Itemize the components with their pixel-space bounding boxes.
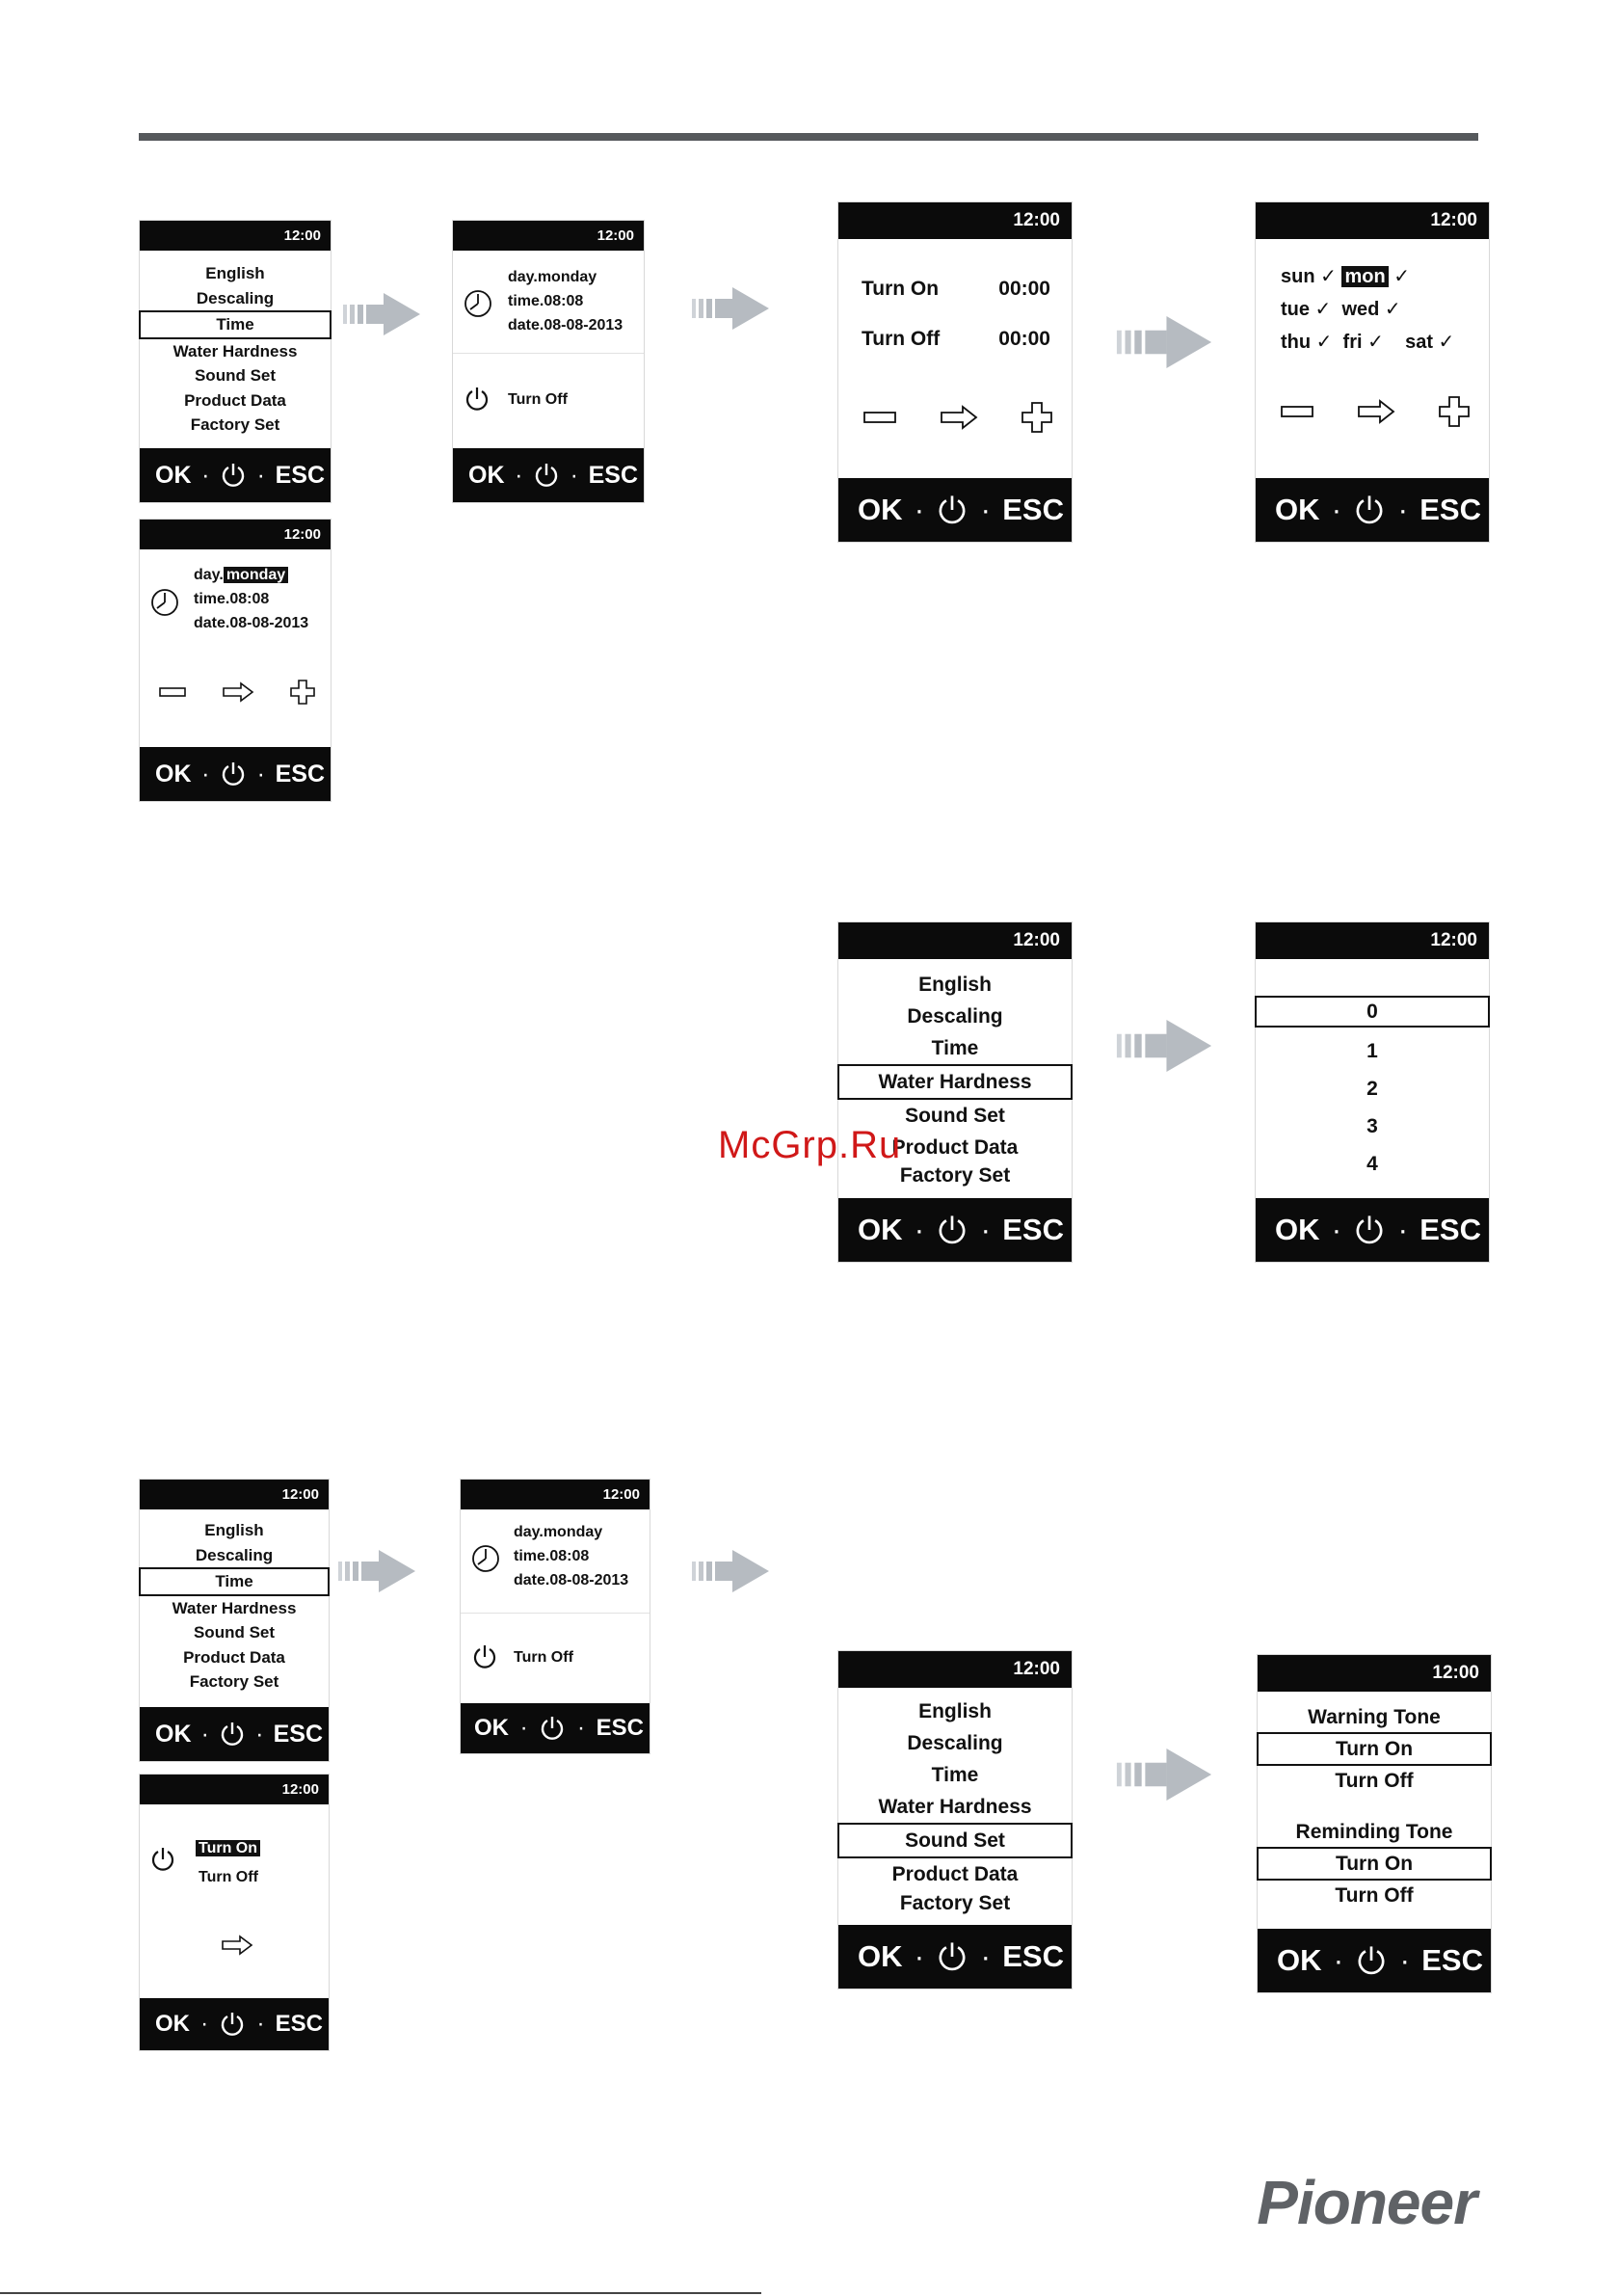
minus-icon[interactable] <box>1281 405 1313 418</box>
menu-item[interactable]: Product Data <box>891 1136 1019 1159</box>
ok-button[interactable]: OK <box>155 1720 192 1748</box>
menu-item[interactable]: Product Data <box>183 1647 285 1667</box>
menu-item[interactable]: Product Data <box>891 1863 1019 1885</box>
plus-icon[interactable] <box>1021 402 1052 433</box>
screen-day-edit <box>139 519 332 802</box>
arrow-icon <box>1114 1749 1214 1801</box>
power-icon[interactable] <box>539 1715 566 1742</box>
hardness-level[interactable]: 1 <box>1366 1040 1378 1062</box>
time-value: time.08:08 <box>194 590 270 607</box>
menu-item[interactable]: Factory Set <box>190 415 280 434</box>
button-bar: OK · · ESC <box>838 1198 1072 1262</box>
screen-turn-on-off <box>139 1774 330 2051</box>
warning-tone-off[interactable]: Turn Off <box>1335 1770 1414 1792</box>
arrow-icon <box>1114 1020 1214 1072</box>
esc-button[interactable]: ESC <box>1421 1943 1483 1977</box>
clock-label: 12:00 <box>461 1480 650 1509</box>
clock-label: 12:00 <box>1256 202 1489 239</box>
ok-button[interactable]: OK <box>1275 493 1320 526</box>
warning-tone-heading: Warning Tone <box>1308 1706 1441 1728</box>
menu-item[interactable]: Factory Set <box>899 1892 1011 1914</box>
clock-label: 12:00 <box>140 221 331 251</box>
button-bar: OK · · ESC <box>140 747 331 801</box>
clock-label: 12:00 <box>140 1775 329 1804</box>
arrow-icon <box>690 287 771 330</box>
ok-button[interactable]: OK <box>468 461 505 489</box>
time-value: time.08:08 <box>514 1547 590 1564</box>
esc-button[interactable]: ESC <box>588 461 638 489</box>
clock-icon <box>149 587 180 618</box>
menu-item[interactable]: English <box>205 264 265 282</box>
next-arrow-icon[interactable] <box>221 1935 253 1956</box>
esc-button[interactable]: ESC <box>596 1715 644 1741</box>
clock-label: 12:00 <box>838 202 1072 239</box>
arrow-icon <box>690 1550 771 1592</box>
weekday[interactable]: fri <box>1342 332 1363 353</box>
screen-schedule <box>837 201 1073 543</box>
menu-item[interactable]: Water Hardness <box>878 1796 1032 1818</box>
ok-button[interactable]: OK <box>474 1715 509 1741</box>
day-edit-row: day. monday <box>194 564 308 588</box>
esc-button[interactable]: ESC <box>1002 493 1064 526</box>
menu-item[interactable]: Sound Set <box>193 1623 276 1642</box>
screen-sound-options <box>1257 1654 1492 1993</box>
clock-label: 12:00 <box>140 520 331 549</box>
hardness-level[interactable]: 2 <box>1366 1078 1378 1100</box>
clock-label: 12:00 <box>1256 922 1489 959</box>
weekday[interactable]: sun <box>1281 266 1315 287</box>
reminding-tone-heading: Reminding Tone <box>1295 1821 1453 1843</box>
hardness-list <box>1256 996 1489 1183</box>
menu-item-selected[interactable]: Time <box>139 1567 330 1596</box>
minus-icon[interactable] <box>863 411 896 424</box>
menu-item[interactable]: Descaling <box>907 1732 1003 1754</box>
button-bar: OK · · ESC <box>461 1703 650 1753</box>
next-arrow-icon[interactable] <box>222 681 254 703</box>
screen-menu-time <box>139 220 332 503</box>
ok-button[interactable]: OK <box>858 1213 903 1246</box>
weekday[interactable]: thu <box>1281 332 1312 353</box>
clock-label: 12:00 <box>1258 1655 1491 1692</box>
arrow-icon <box>1114 316 1214 368</box>
menu-item[interactable]: Sound Set <box>194 366 277 385</box>
power-icon[interactable] <box>936 494 968 526</box>
turn-off-option[interactable]: Turn Off <box>199 1869 258 1885</box>
arrow-icon <box>341 293 422 335</box>
hardness-level[interactable]: 4 <box>1366 1153 1378 1175</box>
esc-button[interactable]: ESC <box>1419 1213 1481 1246</box>
reminding-tone-on-selected[interactable]: Turn On <box>1257 1847 1492 1881</box>
power-icon[interactable] <box>1353 494 1386 526</box>
esc-button[interactable]: ESC <box>1002 1939 1064 1973</box>
menu-item[interactable]: Descaling <box>196 288 275 307</box>
day-value: day.monday <box>508 269 597 285</box>
ok-button[interactable]: OK <box>155 461 192 489</box>
button-bar: OK · · ESC <box>140 1998 329 2050</box>
ok-button[interactable]: OK <box>155 760 192 788</box>
menu-item[interactable]: Factory Set <box>189 1672 279 1691</box>
turn-on-label[interactable]: Turn On <box>862 278 940 300</box>
brand-logo: Pioneer <box>1257 2168 1476 2237</box>
menu-item[interactable]: Factory Set <box>899 1164 1011 1187</box>
ok-button[interactable]: OK <box>1275 1213 1320 1246</box>
clock-label: 12:00 <box>838 922 1072 959</box>
plus-icon[interactable] <box>1439 396 1470 427</box>
esc-button[interactable]: ESC <box>275 461 325 489</box>
power-icon[interactable] <box>219 1721 246 1748</box>
menu-item-selected[interactable]: Water Hardness <box>837 1064 1073 1100</box>
screen-time-info-2 <box>460 1479 650 1754</box>
menu-item[interactable]: English <box>918 1700 992 1722</box>
screen-menu-water-hardness <box>837 921 1073 1263</box>
date-value: date.08-08-2013 <box>508 316 623 334</box>
screen-weekdays <box>1255 201 1490 543</box>
power-icon[interactable] <box>219 2011 246 2038</box>
screen-menu-time-2 <box>139 1479 330 1762</box>
button-bar: OK · · ESC <box>1256 478 1489 542</box>
power-icon[interactable] <box>936 1940 968 1973</box>
edit-controls <box>863 401 1052 434</box>
footer-rule <box>0 2292 761 2294</box>
esc-button[interactable]: ESC <box>1002 1213 1064 1246</box>
esc-button[interactable]: ESC <box>275 2011 323 2037</box>
button-bar: OK · · ESC <box>838 478 1072 542</box>
menu-item[interactable]: Time <box>931 1037 979 1059</box>
esc-button[interactable]: ESC <box>1419 493 1481 526</box>
power-icon <box>464 386 491 413</box>
plus-icon[interactable] <box>290 680 315 705</box>
day-value: day.monday <box>514 1524 603 1540</box>
menu-item[interactable]: Product Data <box>184 390 286 410</box>
button-bar: OK · · ESC <box>140 448 331 502</box>
turn-on-time[interactable]: 00:00 <box>998 278 1050 300</box>
menu-item[interactable]: Descaling <box>195 1545 274 1564</box>
sound-options <box>1258 1702 1491 1910</box>
turn-off-label[interactable]: Turn Off <box>508 391 568 408</box>
ok-button[interactable]: OK <box>858 493 903 526</box>
edit-controls <box>1281 395 1470 428</box>
button-bar: OK · · ESC <box>838 1925 1072 1989</box>
clock-icon <box>470 1543 501 1574</box>
power-icon <box>471 1643 498 1670</box>
screen-hardness-levels <box>1255 921 1490 1263</box>
day-value-selected[interactable]: monday <box>224 567 288 583</box>
menu-item-selected[interactable]: Time <box>139 310 332 339</box>
screen-menu-sound-set <box>837 1650 1073 1989</box>
menu-item[interactable]: Water Hardness <box>172 341 298 360</box>
power-icon[interactable] <box>1353 1214 1386 1246</box>
button-bar: OK · · ESC <box>1258 1929 1491 1992</box>
time-value: time.08:08 <box>508 292 584 309</box>
date-value: date.08-08-2013 <box>194 614 309 631</box>
menu-item[interactable]: Time <box>931 1764 979 1786</box>
hardness-level-selected[interactable]: 0 <box>1255 996 1490 1028</box>
screen-time-info <box>452 220 645 503</box>
power-icon[interactable] <box>220 462 247 489</box>
menu-item[interactable]: English <box>204 1521 264 1539</box>
turn-on-option-selected[interactable]: Turn On <box>196 1840 260 1856</box>
next-arrow-icon[interactable] <box>940 405 978 430</box>
on-off-options <box>196 1834 260 1892</box>
date-time-info <box>508 266 623 337</box>
clock-label: 12:00 <box>838 1651 1072 1688</box>
clock-icon <box>463 288 493 319</box>
clock-label: 12:00 <box>453 221 644 251</box>
date-value: date.08-08-2013 <box>514 1571 629 1589</box>
power-icon[interactable] <box>1355 1944 1388 1977</box>
clock-label: 12:00 <box>140 1480 329 1509</box>
esc-button[interactable]: ESC <box>275 760 325 788</box>
ok-button[interactable]: OK <box>1277 1943 1322 1977</box>
ok-button[interactable]: OK <box>155 2011 190 2037</box>
ok-button[interactable]: OK <box>858 1939 903 1973</box>
menu-item[interactable]: English <box>918 974 992 996</box>
warning-tone-on-selected[interactable]: Turn On <box>1257 1732 1492 1766</box>
button-bar: OK · · ESC <box>140 1707 329 1761</box>
watermark: McGrp.Ru <box>718 1124 902 1166</box>
weekday[interactable]: sat <box>1405 332 1433 353</box>
menu-list <box>838 1695 1072 1917</box>
menu-item[interactable]: Water Hardness <box>172 1598 297 1617</box>
hardness-level[interactable]: 3 <box>1366 1115 1378 1137</box>
esc-button[interactable]: ESC <box>273 1720 323 1748</box>
minus-icon[interactable] <box>159 686 186 698</box>
weekday-grid: sun ✓ mon ✓ tue ✓ wed ✓ thu ✓ fri ✓ sat ✓ <box>1281 266 1455 353</box>
button-bar: OK · · ESC <box>453 448 644 502</box>
power-icon[interactable] <box>936 1214 968 1246</box>
reminding-tone-off[interactable]: Turn Off <box>1335 1884 1414 1907</box>
menu-list <box>140 1518 329 1695</box>
turn-off-time[interactable]: 00:00 <box>998 328 1050 350</box>
weekday-selected[interactable]: mon <box>1341 266 1388 287</box>
power-icon[interactable] <box>220 761 247 788</box>
weekday[interactable]: wed <box>1341 299 1380 320</box>
button-bar: OK · · ESC <box>1256 1198 1489 1262</box>
menu-item[interactable]: Sound Set <box>905 1105 1005 1127</box>
power-icon[interactable] <box>533 462 560 489</box>
arrow-icon <box>336 1550 417 1592</box>
header-rule <box>139 133 1478 141</box>
next-arrow-icon[interactable] <box>1357 399 1395 424</box>
menu-item[interactable]: Descaling <box>907 1005 1003 1028</box>
turn-off-label[interactable]: Turn Off <box>862 328 941 350</box>
menu-list <box>140 261 331 438</box>
edit-controls <box>159 677 315 707</box>
menu-item-selected[interactable]: Sound Set <box>837 1823 1073 1858</box>
date-time-info <box>514 1521 628 1592</box>
power-icon <box>149 1846 176 1873</box>
date-time-info <box>194 564 308 635</box>
weekday[interactable]: tue <box>1281 299 1310 320</box>
turn-off-label[interactable]: Turn Off <box>514 1649 573 1666</box>
